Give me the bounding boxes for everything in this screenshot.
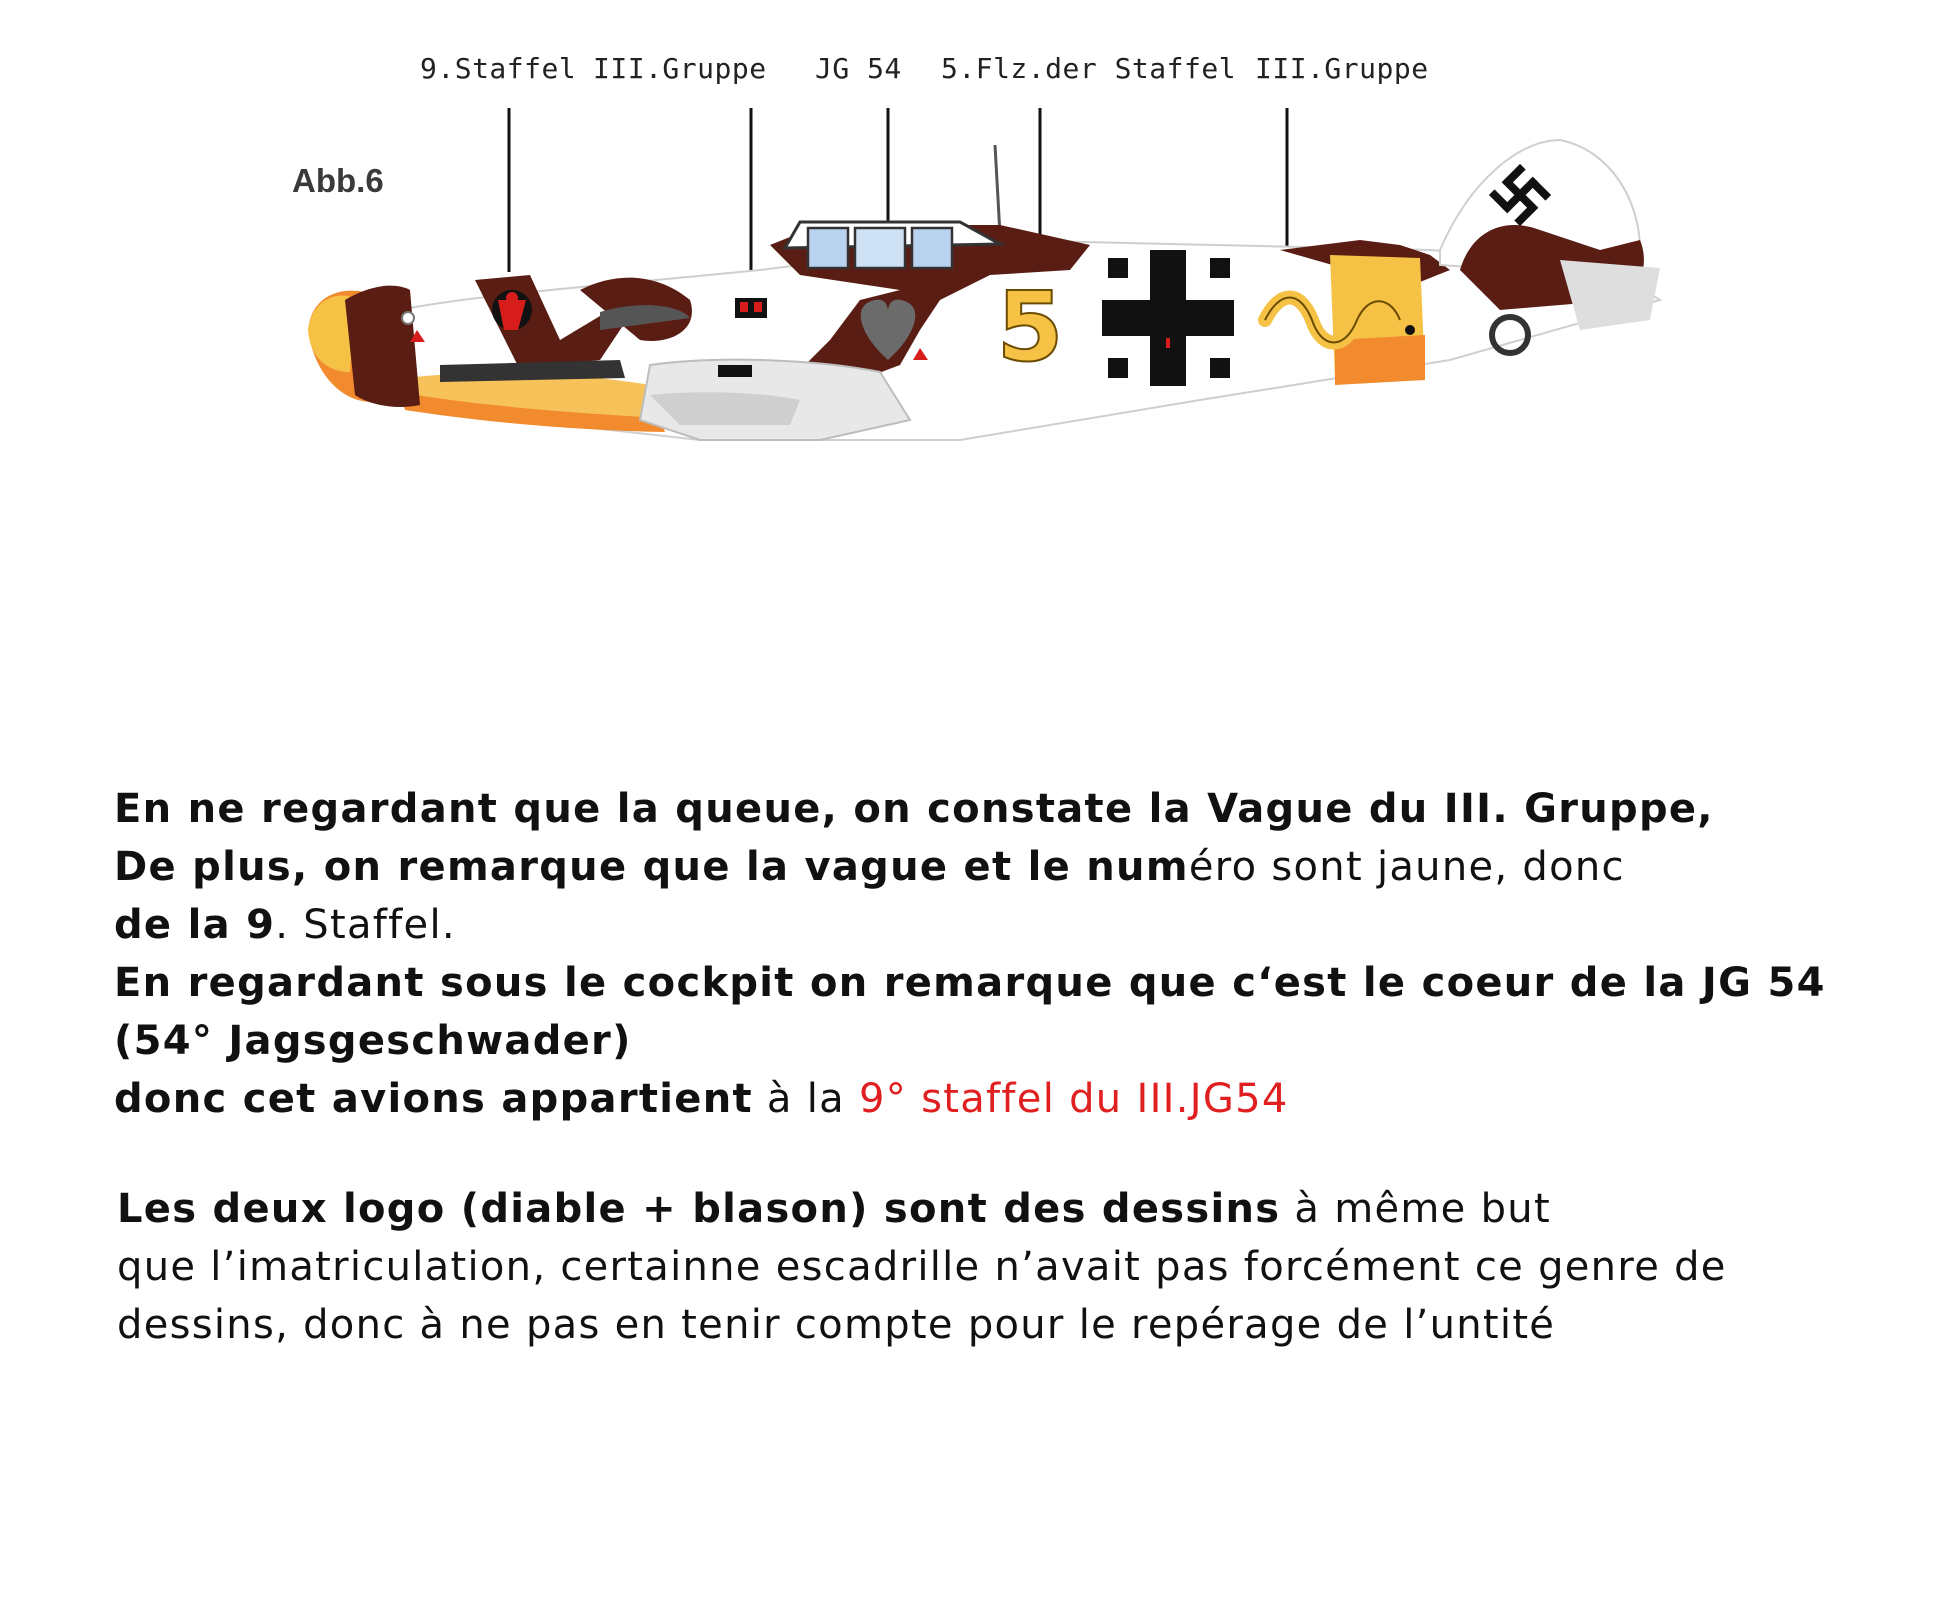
balkenkreuz-icon <box>1102 250 1234 386</box>
small-cross-mark <box>718 365 752 377</box>
conclusion-highlight: 9° staffel du III.JG54 <box>859 1076 1289 1122</box>
logo-note-paragraph <box>117 1180 1727 1354</box>
aircraft-number: 5 <box>996 271 1064 383</box>
para1-line1: En ne regardant que la queue, on constate la Vague du III. Gruppe, <box>114 786 1714 832</box>
analysis-paragraph <box>114 780 1826 1128</box>
callout-jg54: JG 54 <box>815 52 902 85</box>
blason-insignia-icon <box>735 298 767 318</box>
aircraft-illustration <box>0 0 1944 500</box>
para2-line3: dessins, donc à ne pas en tenir compte pour le repérage de l’untité <box>117 1302 1556 1348</box>
tail-dot <box>1405 325 1415 335</box>
para1-line6: donc cet avions appartient à la 9° staffel du III.JG54 <box>114 1076 1289 1122</box>
callout-iii-gruppe-1: III.Gruppe <box>593 52 767 85</box>
para2-line1: Les deux logo (diable + blason) sont des dessins à même but <box>117 1186 1551 1232</box>
devil-insignia-icon <box>492 290 532 330</box>
para1-line3: de la 9. Staffel. <box>114 902 456 948</box>
para1-line5: (54° Jagsgeschwader) <box>114 1018 632 1064</box>
para1-line4: En regardant sous le cockpit on remarque que c‘est le coeur de la JG 54 <box>114 960 1826 1006</box>
callout-5-flz: 5.Flz.der Staffel <box>941 52 1237 85</box>
nose-brown-ring <box>345 286 420 407</box>
nose-marking <box>402 312 414 324</box>
callout-iii-gruppe-2: III.Gruppe <box>1255 52 1429 85</box>
para2-line2: que l’imatriculation, certainne escadrille n’avait pas forcément ce genre de <box>117 1244 1727 1290</box>
aircraft-figure <box>0 0 1944 500</box>
callout-9-staffel: 9.Staffel <box>420 52 577 85</box>
figure-label: Abb.6 <box>292 162 384 199</box>
antenna-mast <box>995 145 1000 235</box>
para1-line2: De plus, on remarque que la vague et le numéro sont jaune, donc <box>114 844 1625 890</box>
canopy-glass <box>808 228 952 268</box>
